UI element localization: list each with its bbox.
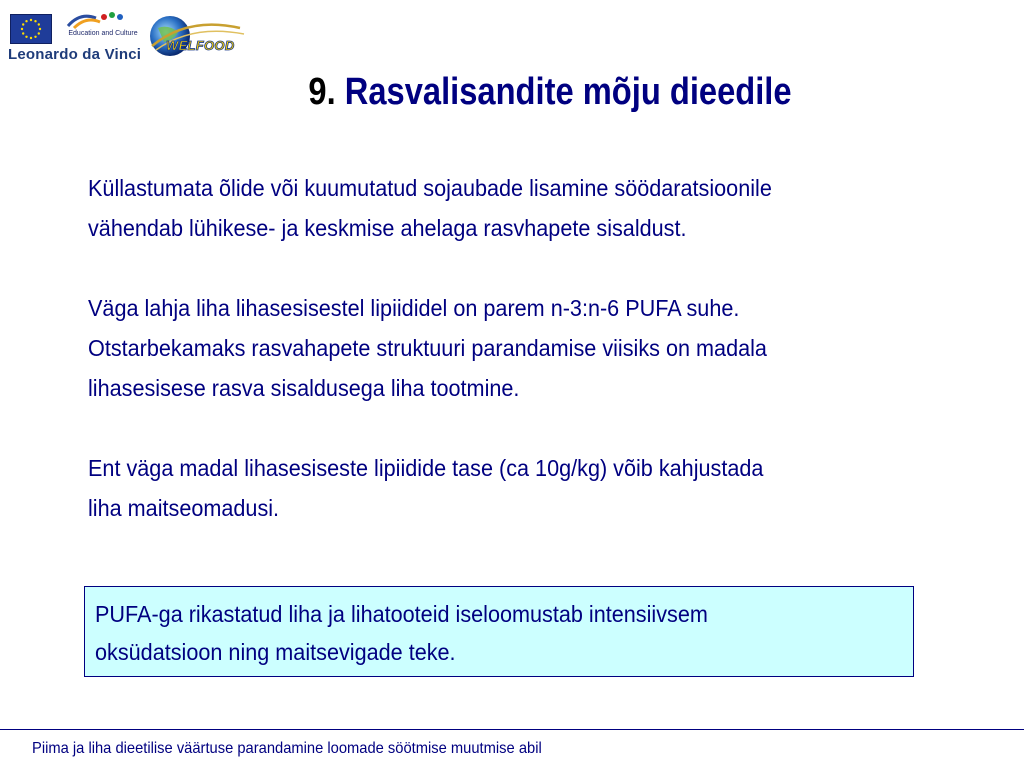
paragraph-unsaturated-oils [88, 168, 988, 248]
paragraph-line: Väga lahja liha lihasesisestel lipiididel on parem n-3:n-6 PUFA suhe. [88, 295, 740, 321]
paragraph-line: vähendab lühikese- ja keskmise ahelaga rasvhapete sisaldust. [88, 215, 687, 241]
paragraph-line: Otstarbekamaks rasvahapete struktuuri parandamise viisiks on madala [88, 335, 767, 361]
highlight-line: oksüdatsioon ning maitsevigade teke. [95, 639, 456, 665]
education-culture-label: Education and Culture [68, 30, 138, 37]
paragraph-line: lihasesisese rasva sisaldusega liha tootmine. [88, 375, 520, 401]
leonardo-da-vinci-label: Leonardo da Vinci [8, 46, 142, 63]
paragraph-line: Ent väga madal lihasesiseste lipiidide tase (ca 10g/kg) võib kahjustada [88, 455, 764, 481]
education-culture-logo-icon [60, 8, 140, 44]
eu-flag-icon [10, 14, 52, 44]
paragraph-line: liha maitseomadusi. [88, 495, 280, 521]
paragraph-low-lipids [88, 448, 988, 528]
leonardo-logo-block [6, 6, 146, 68]
content-body [88, 168, 988, 568]
title-text: Rasvalisandite mõju dieedile [344, 71, 792, 113]
paragraph-lean-meat [88, 288, 988, 408]
title-number: 9. [308, 71, 336, 113]
page-title [249, 66, 851, 118]
paragraph-line: Küllastumata õlide või kuumutatud sojaubade lisamine söödaratsioonile [88, 175, 772, 201]
welfood-logo-text: WELFOOD [166, 38, 235, 53]
highlight-box [84, 586, 914, 677]
footer-text: Piima ja liha dieetilise väärtuse parandamine loomade söötmise muutmise abil [32, 740, 542, 757]
footer-divider [0, 729, 1024, 730]
highlight-line: PUFA-ga rikastatud liha ja lihatooteid iseloomustab intensiivsem [95, 601, 708, 627]
